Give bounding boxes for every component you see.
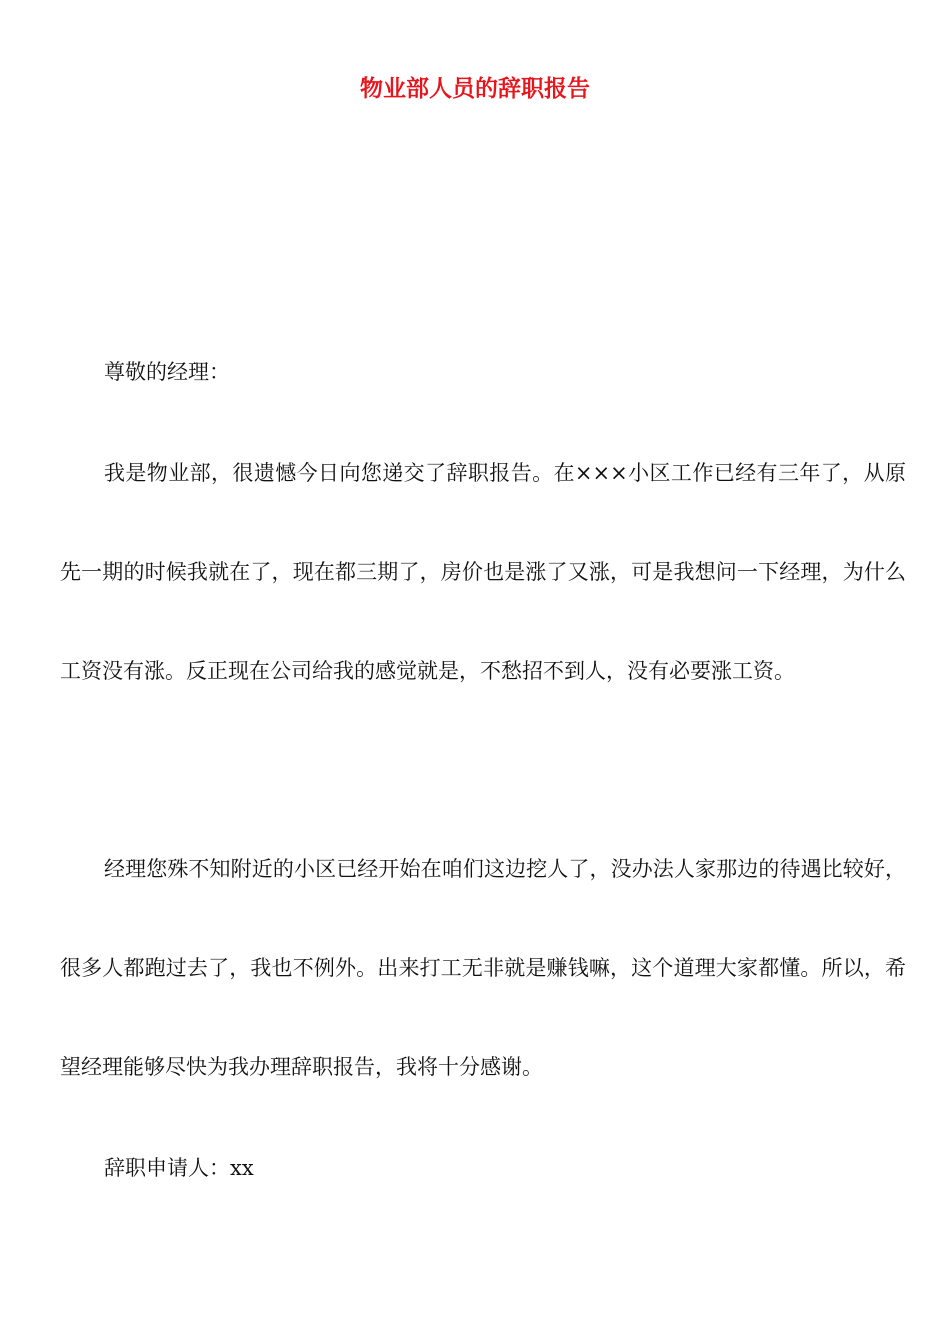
salutation: 尊敬的经理： [104,360,230,384]
signature-line: 辞职申请人：xx [104,1156,254,1180]
document-title: 物业部人员的辞职报告 [360,76,590,102]
body-paragraph-1: 我是物业部，很遗憾今日向您递交了辞职报告。在×××小区工作已经有三年了，从原先一期的时候我就在了，现在都三期了，房价也是涨了又涨，可是我想问一下经理，为什么工资没有涨。反正现在公司给我的感觉就是，不愁招不到人，没有必要涨工资。 [60,461,906,683]
body-paragraph-2: 经理您殊不知附近的小区已经开始在咱们这边挖人了，没办法人家那边的待遇比较好，很多人都跑过去了，我也不例外。出来打工无非就是赚钱嘛，这个道理大家都懂。所以，希望经理能够尽快为我办理辞职报告，我将十分感谢。 [60,857,906,1079]
